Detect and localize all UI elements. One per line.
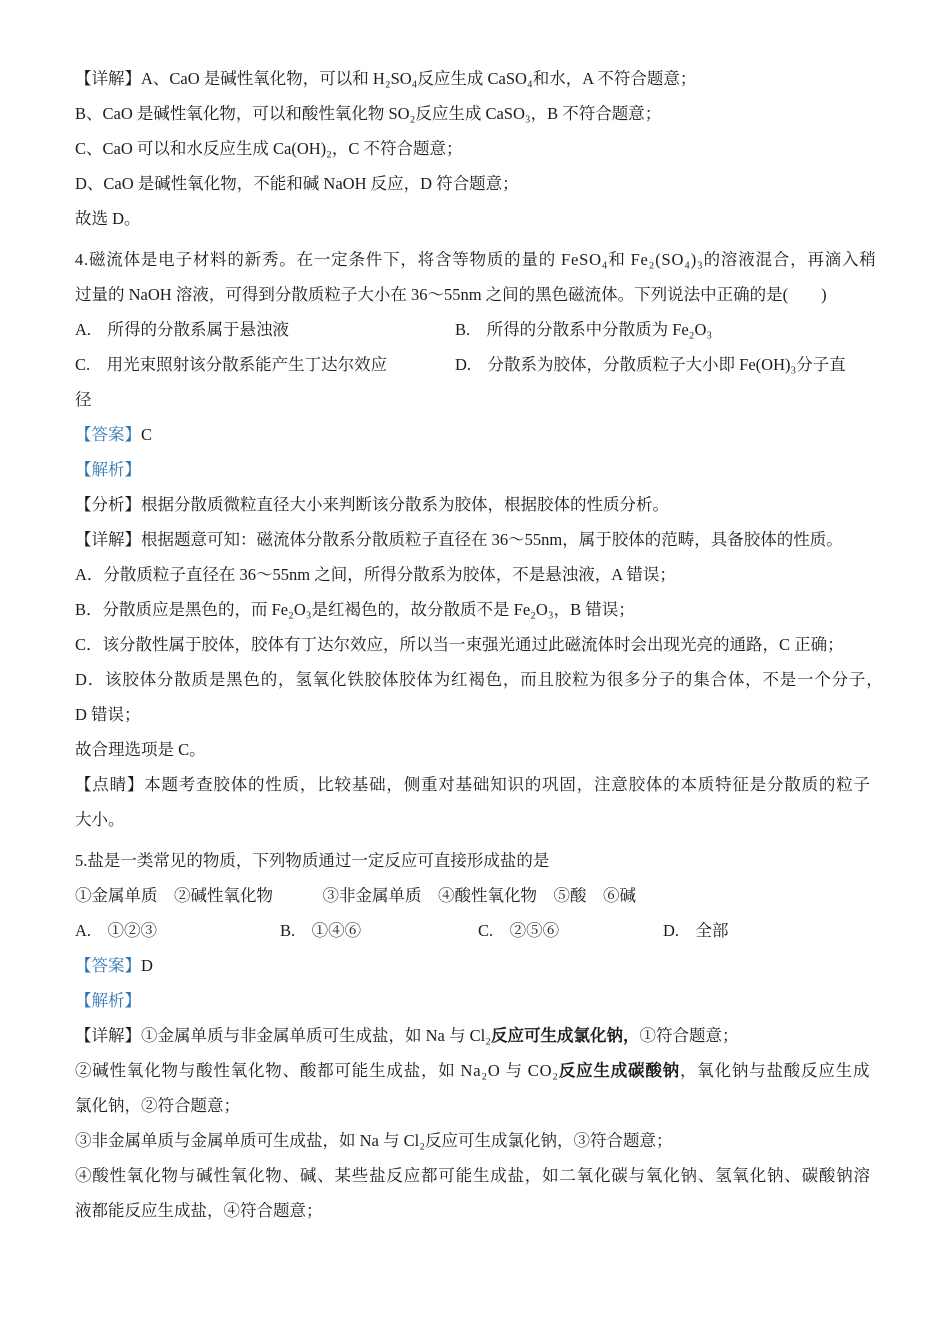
q3-final-answer <box>75 201 875 236</box>
text-segment: A．分散质粒子直径在 36～55nm 之间，所得分散系为胶体，不是悬浊液，A 错误； <box>75 565 676 584</box>
q4-detail-b <box>75 592 875 627</box>
q4-analysis <box>75 487 875 522</box>
text-segment: ③非金属单质与金属单质可生成盐，如 Na 与 Cl₂反应可生成氯化钠，③符合题意； <box>75 1131 673 1150</box>
q5-detail-3 <box>75 1123 875 1158</box>
text-segment: D 错误； <box>75 705 141 724</box>
text-segment: 故合理选项是 C。 <box>75 740 206 759</box>
q3-detail-c <box>75 131 875 166</box>
q3-detail-a <box>75 61 875 96</box>
q5-option-d <box>663 913 729 948</box>
q5-answer <box>75 948 875 983</box>
text-segment: 大小。 <box>75 810 125 829</box>
q5-detail-2-line2 <box>75 1088 875 1123</box>
text-segment: 【详解】A、CaO 是碱性氧化物，可以和 H₂SO₄反应生成 CaSO₄和水，A 不符合题意； <box>75 69 697 88</box>
q4-option-d <box>455 347 846 382</box>
text-segment: 【解析】 <box>75 460 141 479</box>
q4-final-answer <box>75 732 875 767</box>
text-segment: A. ①②③ <box>75 921 158 940</box>
text-segment: C. 用光束照射该分散系能产生丁达尔效应 <box>75 355 388 374</box>
text-segment: B、CaO 是碱性氧化物，可以和酸性氧化物 SO₂反应生成 CaSO₃，B 不符合题意； <box>75 104 662 123</box>
q4-options-row-cd <box>75 347 875 382</box>
q4-analysis-header <box>75 452 875 487</box>
q4-detail-c <box>75 627 875 662</box>
text-segment: D、CaO 是碱性氧化物，不能和碱 NaOH 反应，D 符合题意； <box>75 174 519 193</box>
q4-detail-d-line1 <box>75 662 884 697</box>
q4-stem-line1 <box>75 242 875 277</box>
text-segment: 过量的 NaOH 溶液，可得到分散质粒子大小在 36～55nm 之间的黑色磁流体。下列说法中正确的是( ) <box>75 285 827 304</box>
q3-detail-b <box>75 96 875 131</box>
text-segment: 故选 D。 <box>75 209 141 228</box>
q5-option-a <box>75 913 157 948</box>
q4-option-c <box>75 347 387 382</box>
q5-detail-2-line1 <box>75 1053 875 1088</box>
text-segment: C <box>141 425 153 444</box>
text-segment: 氯化钠，②符合题意； <box>75 1096 240 1115</box>
q4-detail-intro <box>75 522 875 557</box>
text-segment: 4.磁流体是电子材料的新秀。在一定条件下，将含等物质的量的 FeSO₄和 Fe₂(SO₄)₃的溶液混合，再滴入稍 <box>75 250 877 269</box>
q4-options-row-ab <box>75 312 875 347</box>
text-segment: D <box>141 956 153 975</box>
text-segment: ，氧化钠与盐酸反应生成 <box>679 1061 871 1080</box>
text-segment: 反应生成碳酸钠 <box>558 1062 680 1080</box>
text-segment: B. ①④⑥ <box>280 921 362 940</box>
q4-answer <box>75 417 875 452</box>
q3-detail-d <box>75 166 875 201</box>
text-segment: D．该胶体分散质是黑色的，氢氧化铁胶体胶体为红褐色，而且胶粒为很多分子的集合体，不是一个分子， <box>75 670 884 689</box>
q5-option-b <box>280 913 361 948</box>
q5-detail-4-line1 <box>75 1158 875 1193</box>
text-segment: C．该分散性属于胶体，胶体有丁达尔效应，所以当一束强光通过此磁流体时会出现光亮的通路，C 正确； <box>75 635 844 654</box>
q5-items <box>75 878 875 913</box>
document-text-body <box>75 61 884 1228</box>
text-segment: B. 所得的分散系中分散质为 Fe₂O₃ <box>455 320 713 339</box>
q4-tip-line2 <box>75 802 875 837</box>
text-segment: D. 全部 <box>663 921 729 940</box>
text-segment: 【解析】 <box>75 991 141 1010</box>
text-segment: 反应可生成氯化钠， <box>490 1027 640 1045</box>
text-segment: 径 <box>75 390 92 409</box>
q4-tip-line1 <box>75 767 875 802</box>
text-segment: B．分散质应是黑色的，而 Fe₂O₃是红褐色的，故分散质不是 Fe₂O₃，B 错误； <box>75 600 635 619</box>
q5-analysis-header <box>75 983 875 1018</box>
q5-options-row <box>75 913 875 948</box>
q4-detail-d-line2 <box>75 697 875 732</box>
q5-stem <box>75 843 875 878</box>
q4-option-d-wrap <box>75 382 875 417</box>
text-segment: C. ②⑤⑥ <box>478 921 560 940</box>
q4-stem-line2 <box>75 277 875 312</box>
text-segment: ②碱性氧化物与酸性氧化物、酸都可能生成盐，如 Na₂O 与 CO₂ <box>75 1061 559 1080</box>
text-segment: 【分析】根据分散质微粒直径大小来判断该分散系为胶体，根据胶体的性质分析。 <box>75 495 669 514</box>
text-segment: C、CaO 可以和水反应生成 Ca(OH)₂，C 不符合题意； <box>75 139 463 158</box>
text-segment: ①符合题意； <box>639 1026 739 1045</box>
text-segment: 【详解】①金属单质与非金属单质可生成盐，如 Na 与 Cl₂ <box>75 1026 491 1045</box>
text-segment: 【点睛】本题考查胶体的性质，比较基础，侧重对基础知识的巩固，注意胶体的本质特征是分散质的粒子 <box>75 775 871 794</box>
text-segment: ④酸性氧化物与碱性氧化物、碱、某些盐反应都可能生成盐，如二氧化碳与氧化钠、氢氧化钠、碳酸钠溶 <box>75 1166 871 1185</box>
q5-detail-1 <box>75 1018 875 1053</box>
text-segment: 【答案】 <box>75 956 141 975</box>
text-segment: ①金属单质 ②碱性氧化物 ③非金属单质 ④酸性氧化物 ⑤酸 ⑥碱 <box>75 886 636 905</box>
text-segment: 5.盐是一类常见的物质，下列物质通过一定反应可直接形成盐的是 <box>75 851 550 870</box>
q4-detail-a <box>75 557 875 592</box>
q4-option-a <box>75 312 289 347</box>
text-segment: 【详解】根据题意可知：磁流体分散系分散质粒子直径在 36～55nm，属于胶体的范畴，具备胶体的性质。 <box>75 530 843 549</box>
text-segment: 液都能反应生成盐，④符合题意； <box>75 1201 323 1220</box>
text-segment: D. 分散系为胶体，分散质粒子大小即 Fe(OH)₃分子直 <box>455 355 846 374</box>
q5-option-c <box>478 913 559 948</box>
q4-option-b <box>455 312 712 347</box>
q5-detail-4-line2 <box>75 1193 875 1228</box>
text-segment: 【答案】 <box>75 425 141 444</box>
text-segment: A. 所得的分散系属于悬浊液 <box>75 320 290 339</box>
